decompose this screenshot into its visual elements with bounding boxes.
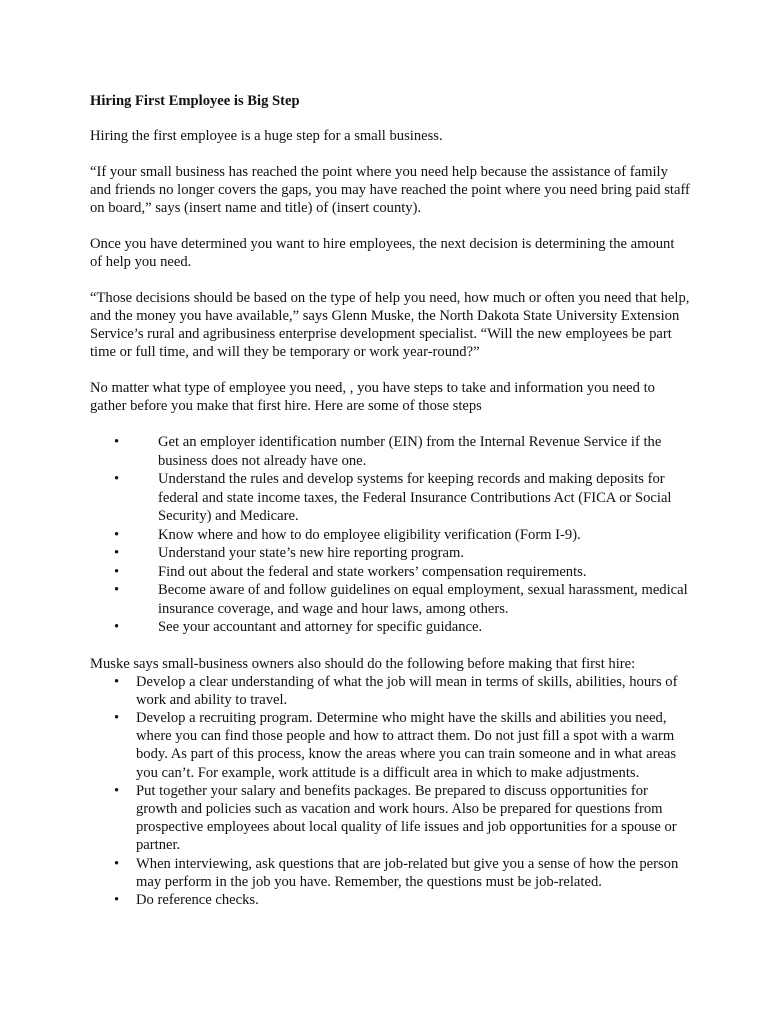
bullet-icon: •	[114, 673, 120, 690]
list-item	[90, 782, 690, 855]
list-item-text: Understand the rules and develop systems for keeping records and making deposits for federal and state income taxes, the Federal Insurance Contributions Act (FICA or Social Security) and Medicare.	[158, 471, 672, 524]
list-item	[90, 563, 690, 582]
list-item	[90, 709, 690, 782]
list-item	[90, 891, 690, 909]
bullet-icon: •	[114, 891, 120, 908]
list-item-text: Become aware of and follow guidelines on equal employment, sexual harassment, medical insurance coverage, and wage and hour laws, among others.	[158, 582, 688, 617]
bullet-icon: •	[114, 582, 120, 598]
list-item	[90, 581, 690, 618]
list-item	[90, 673, 690, 709]
list-item-text: Develop a clear understanding of what the job will mean in terms of skills, abilities, hours of work and ability to travel.	[136, 673, 678, 708]
bullet-icon: •	[114, 545, 120, 561]
bullet-icon: •	[114, 709, 120, 726]
paragraph-quote-1: “If your small business has reached the point where you need help because the assistance of family and friends no longer covers the gaps, you may have reached the point where you need bring paid staff on board,” says (insert name and title) of (insert county).	[90, 164, 690, 216]
list-item-text: When interviewing, ask questions that are job-related but give you a sense of how the person may perform in the job you have. Remember, the questions must be job-related.	[136, 855, 679, 890]
document-page	[90, 92, 690, 909]
list-item-text: Understand your state’s new hire reporting program.	[158, 545, 464, 561]
bullet-icon: •	[114, 434, 120, 450]
list-item	[90, 433, 690, 470]
steps-list	[90, 433, 690, 637]
list-item-text: Know where and how to do employee eligibility verification (Form I-9).	[158, 526, 581, 543]
bullet-icon: •	[114, 563, 120, 580]
list-item-text: See your accountant and attorney for specific guidance.	[158, 619, 483, 635]
bullet-icon: •	[114, 855, 120, 872]
list-item-text: Put together your salary and benefits packages. Be prepared to discuss opportunities for growth and policies such as vacation and work hours. Also be prepared for questions from prospective employees about local quality of life issues and job opportunities for a spouse or partner.	[136, 782, 677, 854]
bullet-icon: •	[114, 526, 120, 543]
bullet-icon: •	[114, 471, 120, 487]
paragraph-decision: Once you have determined you want to hire employees, the next decision is determining the amount of help you need.	[90, 236, 675, 270]
list-item	[90, 544, 690, 563]
list-item	[90, 855, 690, 891]
list-item	[90, 618, 690, 637]
paragraph-quote-2: “Those decisions should be based on the type of help you need, how much or often you need that help, and the money you have available,” says Glenn Muske, the North Dakota State University Extension Service’s rural and agribusiness enterprise development specialist. “Will the new employees be part time or full time, and will they be temporary or work year-round?”	[90, 290, 690, 360]
list-item-text: Get an employer identification number (EIN) from the Internal Revenue Service if the business does not already have one.	[158, 434, 662, 469]
list-item-text: Do reference checks.	[136, 891, 259, 908]
paragraph-steps-intro: No matter what type of employee you need, , you have steps to take and information you need to gather before you make that first hire. Here are some of those steps	[90, 380, 655, 414]
paragraph-intro: Hiring the first employee is a huge step for a small business.	[90, 128, 443, 144]
muske-list	[90, 673, 690, 910]
bullet-icon: •	[114, 782, 120, 799]
list-item-text: Find out about the federal and state workers’ compensation requirements.	[158, 563, 587, 580]
list-item	[90, 470, 690, 526]
list-item	[90, 526, 690, 545]
document-title: Hiring First Employee is Big Step	[90, 93, 300, 109]
bullet-icon: •	[114, 619, 120, 635]
list-item-text: Develop a recruiting program. Determine who might have the skills and abilities you need, where you can find those people and how to attract them. Do not just fill a spot with a warm body. As part of this process, know the areas where you can train someone and in what areas you can’t. For example, work attitude is a difficult area in which to make adjustments.	[136, 709, 677, 781]
paragraph-muske-intro: Muske says small-business owners also should do the following before making that first hire:	[90, 655, 636, 672]
